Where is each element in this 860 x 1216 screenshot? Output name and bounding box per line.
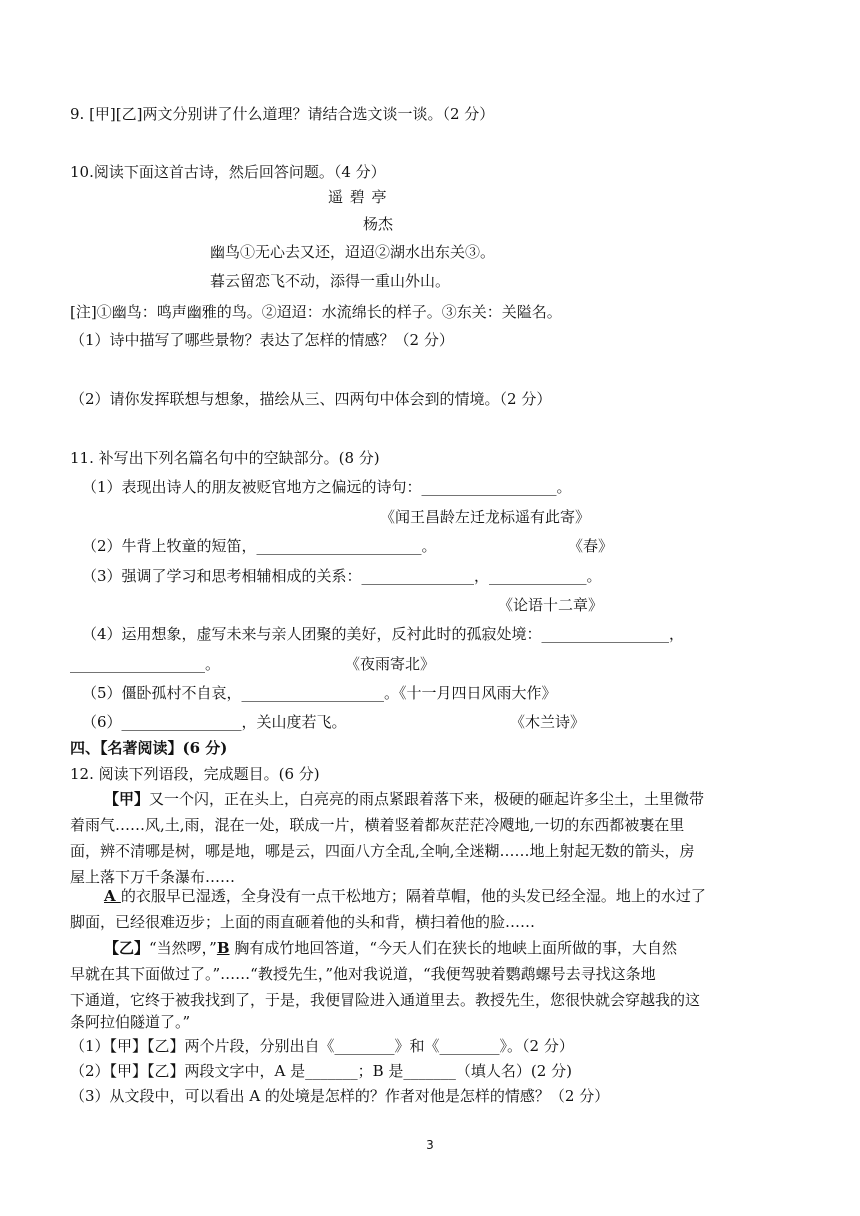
passage-jia-label: 【甲】 <box>104 790 150 808</box>
poem-line-2: 暮云留恋飞不动，添得一重山外山。 <box>210 272 451 290</box>
poem-line-1: 幽鸟①无心去又还，迢迢②湖水出东关③。 <box>210 243 496 261</box>
passage-para-2-line-1: A 的衣服早已湿透，全身没有一点干松地方；隔着草帽，他的头发已经全湿。地上的水过了 <box>104 887 706 905</box>
question-11-item-6-source: 《木兰诗》 <box>510 713 586 731</box>
passage-jia-line-2: 着雨气……风,土,雨，混在一处，联成一片，横着竖着都灰茫茫冷飕地,一切的东西都被裹在里 <box>70 816 685 834</box>
blank-b-marker: B <box>216 939 230 957</box>
question-11-intro: 11. 补写出下列名篇名句中的空缺部分。(8 分) <box>70 449 380 467</box>
poem-title: 遥 碧 亭 <box>328 188 388 206</box>
passage-para-2-line-2: 脚面，已经很难迈步；上面的雨直砸着他的头和背，横扫着他的脸…… <box>70 913 536 931</box>
question-11-item-3: （3）强调了学习和思考相辅相成的关系：_______________，_____________。 <box>82 567 602 585</box>
passage-yi-line-2: 早就在其下面做过了。”……“教授先生，”他对我说道，“我便驾驶着鹦鹉螺号去寻找这条地 <box>70 965 656 983</box>
question-11-item-5: （5）僵卧孤村不自哀，___________________。《十一月四日风雨大作》 <box>82 684 557 702</box>
question-11-item-2-source: 《春》 <box>568 537 614 555</box>
question-9: 9. [甲][乙]两文分别讲了什么道理？请结合选文谈一谈。（2 分） <box>70 105 495 123</box>
passage-jia-line-1: 【甲】又一个闪，正在头上，白亮亮的雨点紧跟着落下来，极硬的砸起许多尘土，土里微带 <box>104 790 705 808</box>
question-11-item-3-source: 《论语十二章》 <box>498 596 604 614</box>
passage-yi-line-3: 下通道，它终于被我找到了，于是，我便冒险进入通道里去。教授先生，您很快就会穿越我的这 <box>70 991 701 1009</box>
passage-jia-line-3: 面，辨不清哪是树，哪是地，哪是云，四面八方全乱,全响,全迷糊……地上射起无数的箭头，房 <box>70 842 695 860</box>
question-12-sub-2: （2）【甲】【乙】两段文字中，A 是_______；B 是_______（填人名）(2 分) <box>70 1062 572 1080</box>
question-11-item-1-source: 《闻王昌龄左迁龙标遥有此寄》 <box>380 508 591 526</box>
question-10-sub-2: （2）请你发挥联想与想象，描绘从三、四两句中体会到的情境。（2 分） <box>70 390 552 408</box>
poem-note: [注]①幽鸟：鸣声幽雅的鸟。②迢迢：水流绵长的样子。③东关：关隘名。 <box>70 303 562 321</box>
question-11-item-4-source: 《夜雨寄北》 <box>345 655 436 673</box>
passage-jia-line-4: 屋上落下万千条瀑布…… <box>70 868 236 886</box>
passage-yi-line-4: 条阿拉伯隧道了。” <box>70 1013 191 1031</box>
passage-yi-label: 【乙】 <box>104 939 150 957</box>
question-12-intro: 12. 阅读下列语段，完成题目。(6 分) <box>70 765 320 783</box>
question-11-item-2: （2）牛背上牧童的短笛，______________________。 <box>82 537 437 555</box>
question-12-sub-1: （1）【甲】【乙】两个片段，分别出自《________》和《________》。（2 分） <box>70 1037 574 1055</box>
question-11-item-4-cont: __________________。 <box>70 655 221 673</box>
page-number: 3 <box>426 1138 434 1152</box>
question-12-sub-3: （3）从文段中，可以看出 A 的处境是怎样的？作者对他是怎样的情感？（2 分） <box>70 1087 610 1105</box>
section-4-title: 四、【名著阅读】(6 分) <box>70 739 228 757</box>
blank-a-marker: A <box>104 887 121 905</box>
question-10-sub-1: （1）诗中描写了哪些景物？表达了怎样的情感？（2 分） <box>70 331 454 349</box>
question-10-intro: 10.阅读下面这首古诗，然后回答问题。（4 分） <box>70 163 386 181</box>
question-11-item-6: （6）________________，关山度若飞。 <box>82 713 347 731</box>
poem-author: 杨杰 <box>363 215 394 233</box>
passage-yi-line-1: 【乙】“当然啰，”B 胸有成竹地回答道，“今天人们在狭长的地峡上面所做的事，大自然 <box>104 939 677 957</box>
question-11-item-4: （4）运用想象，虚写未来与亲人团聚的美好，反衬此时的孤寂处境：_________________， <box>82 625 685 643</box>
question-11-item-1: （1）表现出诗人的朋友被贬官地方之偏远的诗句：__________________。 <box>82 478 572 496</box>
